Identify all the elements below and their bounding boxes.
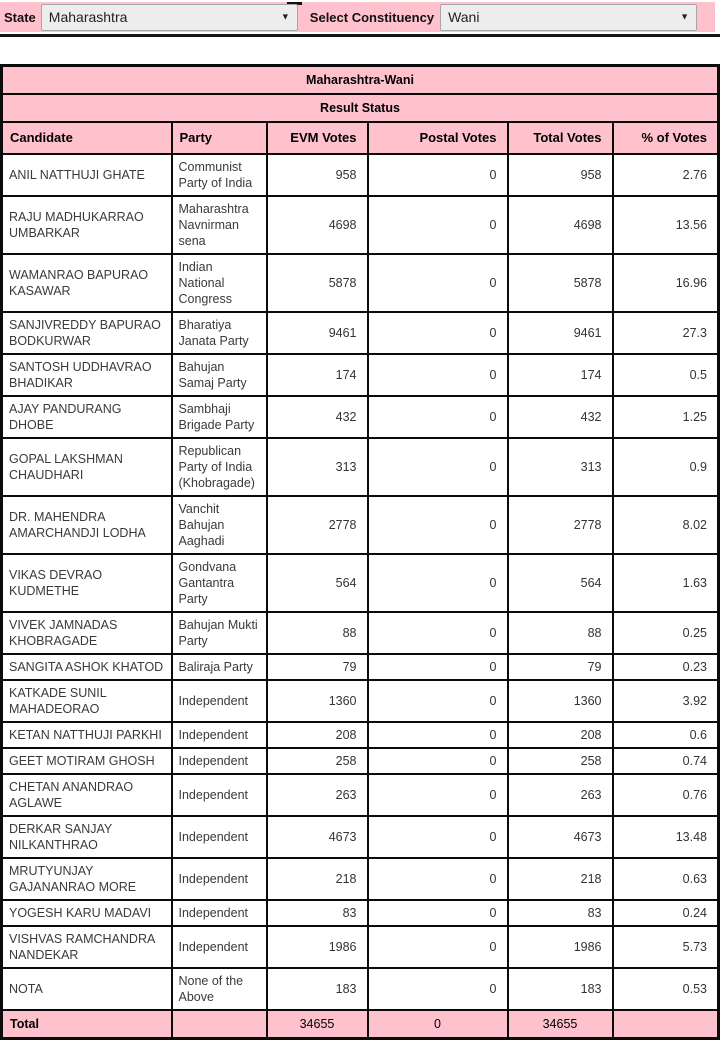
party-cell: Bharatiya Janata Party <box>172 312 267 354</box>
party-cell: Independent <box>172 774 267 816</box>
table-row <box>2 858 719 900</box>
table-row <box>2 680 719 722</box>
evm-votes-cell: 958 <box>267 154 368 196</box>
total-votes-cell: 2778 <box>508 496 613 554</box>
postal-votes-cell: 0 <box>368 154 508 196</box>
filter-bar <box>0 2 715 32</box>
table-subtitle-row <box>2 94 719 122</box>
postal-votes-cell: 0 <box>368 196 508 254</box>
candidate-cell: DERKAR SANJAY NILKANTHRAO <box>2 816 172 858</box>
total-votes-cell: 88 <box>508 612 613 654</box>
party-cell: Independent <box>172 680 267 722</box>
pct-votes-cell: 0.63 <box>613 858 719 900</box>
chevron-down-icon: ▼ <box>280 11 290 22</box>
postal-votes-cell: 0 <box>368 554 508 612</box>
party-cell: Bahujan Mukti Party <box>172 612 267 654</box>
candidate-cell: CHETAN ANANDRAO AGLAWE <box>2 774 172 816</box>
party-cell: Bahujan Samaj Party <box>172 354 267 396</box>
pct-votes-cell: 1.63 <box>613 554 719 612</box>
table-row <box>2 312 719 354</box>
pct-votes-cell: 8.02 <box>613 496 719 554</box>
evm-votes-cell: 1986 <box>267 926 368 968</box>
table-row <box>2 774 719 816</box>
candidate-cell: AJAY PANDURANG DHOBE <box>2 396 172 438</box>
pct-votes-cell: 0.53 <box>613 968 719 1010</box>
candidate-cell: VIKAS DEVRAO KUDMETHE <box>2 554 172 612</box>
postal-votes-cell: 0 <box>368 438 508 496</box>
col-header-party: Party <box>172 122 267 154</box>
evm-votes-cell: 4698 <box>267 196 368 254</box>
pct-votes-cell: 3.92 <box>613 680 719 722</box>
evm-votes-cell: 9461 <box>267 312 368 354</box>
party-cell: Republican Party of India (Khobragade) <box>172 438 267 496</box>
total-votes-cell: 174 <box>508 354 613 396</box>
state-select[interactable] <box>41 4 298 31</box>
party-cell: Gondvana Gantantra Party <box>172 554 267 612</box>
total-party-cell <box>172 1010 267 1039</box>
table-row <box>2 354 719 396</box>
total-votes-cell: 4673 <box>508 816 613 858</box>
candidate-cell: SANTOSH UDDHAVRAO BHADIKAR <box>2 354 172 396</box>
total-votes-cell: 258 <box>508 748 613 774</box>
total-votes-cell: 5878 <box>508 254 613 312</box>
candidate-cell: KATKADE SUNIL MAHADEORAO <box>2 680 172 722</box>
pct-votes-cell: 0.9 <box>613 438 719 496</box>
party-cell: Sambhaji Brigade Party <box>172 396 267 438</box>
constituency-select-wrapper <box>440 4 697 31</box>
table-title: Maharashtra-Wani <box>2 66 719 95</box>
evm-votes-cell: 258 <box>267 748 368 774</box>
postal-votes-cell: 0 <box>368 680 508 722</box>
postal-votes-cell: 0 <box>368 254 508 312</box>
postal-votes-cell: 0 <box>368 654 508 680</box>
table-row <box>2 438 719 496</box>
total-total-votes: 34655 <box>508 1010 613 1039</box>
total-votes-cell: 218 <box>508 858 613 900</box>
party-cell: Baliraja Party <box>172 654 267 680</box>
candidate-cell: MRUTYUNJAY GAJANANRAO MORE <box>2 858 172 900</box>
party-cell: Independent <box>172 748 267 774</box>
total-votes-cell: 1360 <box>508 680 613 722</box>
party-cell: None of the Above <box>172 968 267 1010</box>
total-votes-cell: 1986 <box>508 926 613 968</box>
candidate-cell: GEET MOTIRAM GHOSH <box>2 748 172 774</box>
postal-votes-cell: 0 <box>368 312 508 354</box>
candidate-cell: ANIL NATTHUJI GHATE <box>2 154 172 196</box>
candidate-cell: SANJIVREDDY BAPURAO BODKURWAR <box>2 312 172 354</box>
total-votes-cell: 432 <box>508 396 613 438</box>
total-votes-cell: 958 <box>508 154 613 196</box>
col-header-total-votes: Total Votes <box>508 122 613 154</box>
candidate-cell: KETAN NATTHUJI PARKHI <box>2 722 172 748</box>
table-row <box>2 926 719 968</box>
total-votes-cell: 83 <box>508 900 613 926</box>
party-cell: Independent <box>172 816 267 858</box>
col-header-candidate: Candidate <box>2 122 172 154</box>
table-row <box>2 900 719 926</box>
pct-votes-cell: 13.48 <box>613 816 719 858</box>
column-header-row <box>2 122 719 154</box>
evm-votes-cell: 2778 <box>267 496 368 554</box>
party-cell: Independent <box>172 900 267 926</box>
candidate-cell: SANGITA ASHOK KHATOD <box>2 654 172 680</box>
pct-votes-cell: 0.23 <box>613 654 719 680</box>
candidate-cell: WAMANRAO BAPURAO KASAWAR <box>2 254 172 312</box>
table-row <box>2 722 719 748</box>
pct-votes-cell: 5.73 <box>613 926 719 968</box>
table-row <box>2 654 719 680</box>
col-header-postal-votes: Postal Votes <box>368 122 508 154</box>
party-cell: Maharashtra Navnirman sena <box>172 196 267 254</box>
table-row <box>2 154 719 196</box>
candidate-cell: NOTA <box>2 968 172 1010</box>
total-row <box>2 1010 719 1039</box>
pct-votes-cell: 0.25 <box>613 612 719 654</box>
constituency-select[interactable] <box>440 4 697 31</box>
total-votes-cell: 564 <box>508 554 613 612</box>
col-header-evm-votes: EVM Votes <box>267 122 368 154</box>
postal-votes-cell: 0 <box>368 496 508 554</box>
candidate-cell: VIVEK JAMNADAS KHOBRAGADE <box>2 612 172 654</box>
pct-votes-cell: 0.74 <box>613 748 719 774</box>
evm-votes-cell: 4673 <box>267 816 368 858</box>
table-row <box>2 748 719 774</box>
evm-votes-cell: 5878 <box>267 254 368 312</box>
candidate-cell: GOPAL LAKSHMAN CHAUDHARI <box>2 438 172 496</box>
evm-votes-cell: 88 <box>267 612 368 654</box>
evm-votes-cell: 564 <box>267 554 368 612</box>
pct-votes-cell: 0.6 <box>613 722 719 748</box>
evm-votes-cell: 83 <box>267 900 368 926</box>
evm-votes-cell: 1360 <box>267 680 368 722</box>
total-pct-votes <box>613 1010 719 1039</box>
total-votes-cell: 183 <box>508 968 613 1010</box>
postal-votes-cell: 0 <box>368 968 508 1010</box>
total-evm-votes: 34655 <box>267 1010 368 1039</box>
table-row <box>2 554 719 612</box>
pct-votes-cell: 16.96 <box>613 254 719 312</box>
candidate-cell: RAJU MADHUKARRAO UMBARKAR <box>2 196 172 254</box>
results-table <box>0 64 720 1040</box>
chevron-down-icon: ▼ <box>680 11 690 22</box>
candidate-cell: DR. MAHENDRA AMARCHANDJI LODHA <box>2 496 172 554</box>
evm-votes-cell: 432 <box>267 396 368 438</box>
postal-votes-cell: 0 <box>368 396 508 438</box>
constituency-label: Select Constituency <box>309 9 435 25</box>
postal-votes-cell: 0 <box>368 612 508 654</box>
total-votes-cell: 208 <box>508 722 613 748</box>
evm-votes-cell: 313 <box>267 438 368 496</box>
party-cell: Indian National Congress <box>172 254 267 312</box>
table-title-row <box>2 66 719 95</box>
postal-votes-cell: 0 <box>368 722 508 748</box>
pct-votes-cell: 0.76 <box>613 774 719 816</box>
total-votes-cell: 263 <box>508 774 613 816</box>
total-postal-votes: 0 <box>368 1010 508 1039</box>
table-row <box>2 612 719 654</box>
table-row <box>2 968 719 1010</box>
total-votes-cell: 9461 <box>508 312 613 354</box>
party-cell: Independent <box>172 926 267 968</box>
candidate-cell: VISHVAS RAMCHANDRA NANDEKAR <box>2 926 172 968</box>
results-tbody <box>2 154 719 1010</box>
table-subtitle: Result Status <box>2 94 719 122</box>
postal-votes-cell: 0 <box>368 774 508 816</box>
table-row <box>2 816 719 858</box>
pct-votes-cell: 0.24 <box>613 900 719 926</box>
party-cell: Independent <box>172 858 267 900</box>
evm-votes-cell: 183 <box>267 968 368 1010</box>
postal-votes-cell: 0 <box>368 748 508 774</box>
col-header-pct-votes: % of Votes <box>613 122 719 154</box>
candidate-cell: YOGESH KARU MADAVI <box>2 900 172 926</box>
table-row <box>2 396 719 438</box>
pct-votes-cell: 27.3 <box>613 312 719 354</box>
party-cell: Vanchit Bahujan Aaghadi <box>172 496 267 554</box>
evm-votes-cell: 263 <box>267 774 368 816</box>
total-votes-cell: 79 <box>508 654 613 680</box>
table-row <box>2 496 719 554</box>
pct-votes-cell: 0.5 <box>613 354 719 396</box>
pct-votes-cell: 2.76 <box>613 154 719 196</box>
evm-votes-cell: 218 <box>267 858 368 900</box>
party-cell: Communist Party of India <box>172 154 267 196</box>
total-votes-cell: 4698 <box>508 196 613 254</box>
pct-votes-cell: 13.56 <box>613 196 719 254</box>
party-cell: Independent <box>172 722 267 748</box>
postal-votes-cell: 0 <box>368 354 508 396</box>
divider <box>0 34 720 37</box>
total-votes-cell: 313 <box>508 438 613 496</box>
postal-votes-cell: 0 <box>368 816 508 858</box>
total-label: Total <box>2 1010 172 1039</box>
evm-votes-cell: 174 <box>267 354 368 396</box>
postal-votes-cell: 0 <box>368 858 508 900</box>
postal-votes-cell: 0 <box>368 926 508 968</box>
state-select-wrapper <box>41 4 298 31</box>
state-label: State <box>4 9 36 25</box>
table-row <box>2 254 719 312</box>
postal-votes-cell: 0 <box>368 900 508 926</box>
evm-votes-cell: 79 <box>267 654 368 680</box>
table-row <box>2 196 719 254</box>
evm-votes-cell: 208 <box>267 722 368 748</box>
pct-votes-cell: 1.25 <box>613 396 719 438</box>
